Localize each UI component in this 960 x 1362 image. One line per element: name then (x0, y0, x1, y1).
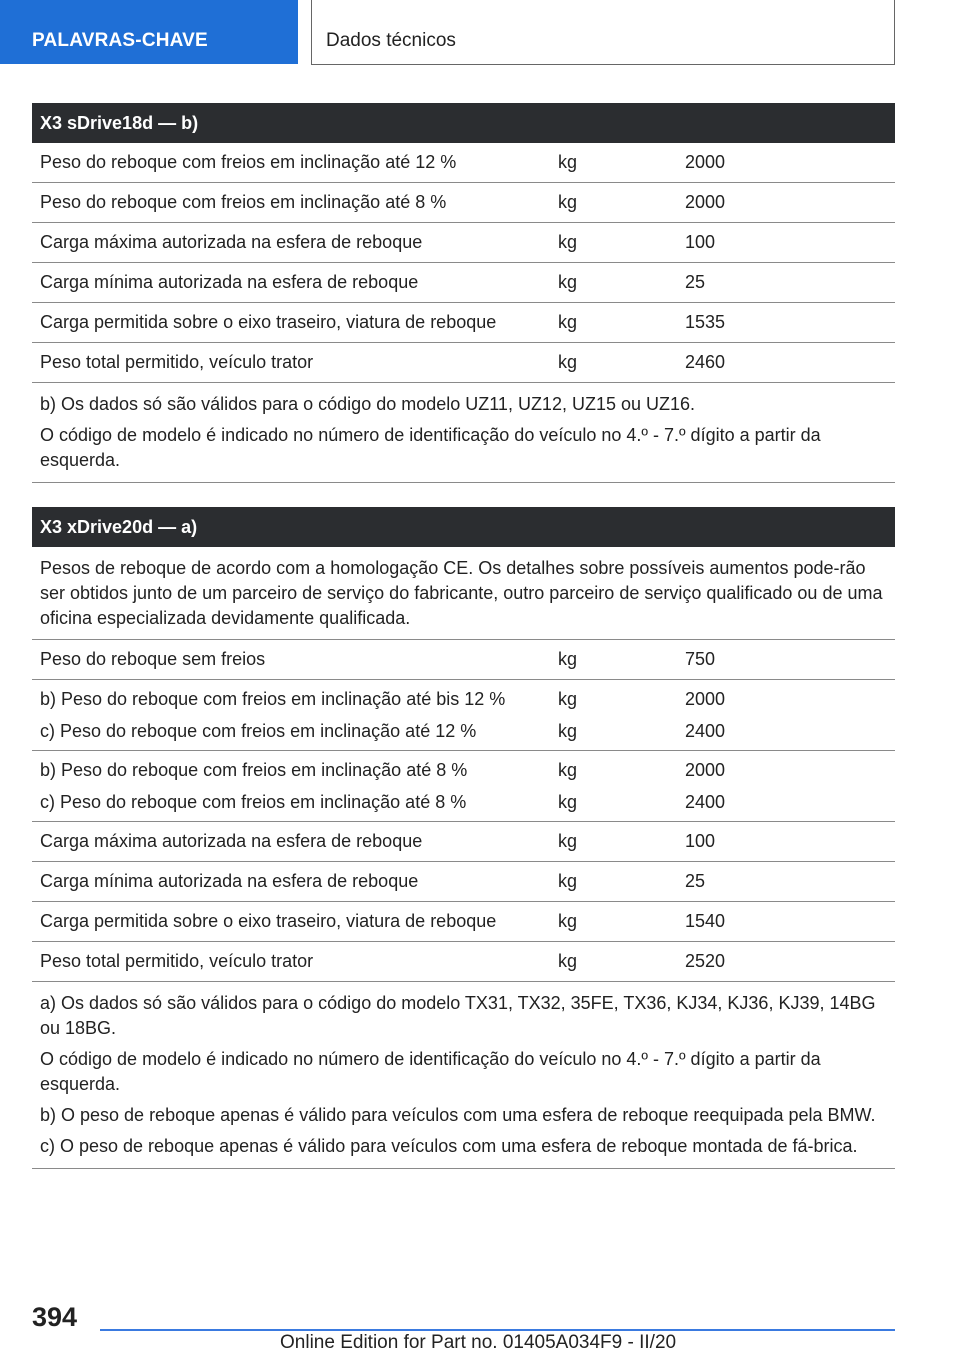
table-row (32, 751, 895, 822)
row-line (40, 786, 895, 818)
row-value: 100 (685, 831, 716, 851)
footnote: c) O peso de reboque apenas é válido para veículos com uma esfera de reboque montada de fá-brica. (40, 1136, 858, 1156)
table-row (32, 263, 895, 303)
row-label: Carga permitida sobre o eixo traseiro, viatura de reboque (40, 911, 497, 931)
row-value: 25 (685, 272, 706, 292)
row-line (40, 683, 895, 715)
row-label: c) Peso do reboque com freios em inclinação até 12 % (40, 720, 477, 741)
footnote: b) Os dados só são válidos para o código do modelo UZ11, UZ12, UZ15 ou UZ16. (40, 394, 696, 414)
footnote: b) O peso de reboque apenas é válido para veículos com uma esfera de reboque reequipada pela BMW. (40, 1105, 876, 1125)
section-heading: X3 sDrive18d — b) (32, 103, 895, 143)
row-unit: kg (558, 831, 578, 851)
row-label: Peso do reboque com freios em inclinação até 8 % (40, 192, 447, 212)
table-row (32, 822, 895, 862)
row-value: 2460 (685, 352, 726, 372)
row-unit: kg (558, 232, 578, 252)
row-label: Peso do reboque sem freios (40, 649, 266, 669)
row-unit: kg (558, 911, 578, 931)
row-value: 1540 (685, 911, 726, 931)
row-value: 2520 (685, 951, 726, 971)
row-unit: kg (558, 352, 578, 372)
footnote-block (32, 982, 895, 1169)
table-row (32, 640, 895, 680)
row-unit: kg (558, 192, 578, 212)
row-label: b) Peso do reboque com freios em inclinação até bis 12 % (40, 688, 506, 709)
row-unit: kg (558, 759, 578, 780)
table-row (32, 303, 895, 343)
row-line (40, 715, 895, 747)
row-unit: kg (558, 649, 578, 669)
row-label: Peso do reboque com freios em inclinação até 12 % (40, 152, 457, 172)
row-value: 2400 (685, 791, 726, 812)
table-row (32, 942, 895, 982)
section-x3-sdrive18d (32, 103, 895, 483)
table-row (32, 343, 895, 383)
footnote: a) Os dados só são válidos para o código do modelo TX31, TX32, 35FE, TX36, KJ34, KJ36, KJ39, 14BG ou 18BG. (40, 993, 876, 1038)
footnote: O código de modelo é indicado no número de identificação do veículo no 4.º - 7.º dígito a partir da esquerda. (40, 425, 821, 470)
row-line (40, 754, 895, 786)
row-value: 100 (685, 232, 716, 252)
row-unit: kg (558, 720, 578, 741)
row-value: 1535 (685, 312, 726, 332)
table-row (32, 902, 895, 942)
row-value: 2000 (685, 192, 726, 212)
table-row (32, 183, 895, 223)
table-row (32, 143, 895, 183)
table-row (32, 680, 895, 751)
footnote: O código de modelo é indicado no número de identificação do veículo no 4.º - 7.º dígito a partir da esquerda. (40, 1049, 821, 1094)
row-label: Carga permitida sobre o eixo traseiro, viatura de reboque (40, 312, 497, 332)
row-label: Peso total permitido, veículo trator (40, 951, 314, 971)
row-value: 2000 (685, 152, 726, 172)
table-row (32, 223, 895, 263)
row-label: Carga máxima autorizada na esfera de reboque (40, 232, 423, 252)
intro-paragraph: Pesos de reboque de acordo com a homologação CE. Os detalhes sobre possíveis aumentos pode-rão ser obtidos junto de um parceiro de serviço do fabricante, outro parceiro de serviço qualificado ou de uma oficina especializada devidamente qualificada. (40, 558, 883, 628)
row-unit: kg (558, 791, 578, 812)
chapter-title: Dados técnicos (311, 0, 895, 65)
row-value: 2400 (685, 720, 726, 741)
keywords-tab[interactable]: PALAVRAS-CHAVE (0, 0, 298, 64)
row-label: b) Peso do reboque com freios em inclinação até 8 % (40, 759, 468, 780)
row-value: 25 (685, 871, 706, 891)
row-unit: kg (558, 688, 578, 709)
row-unit: kg (558, 951, 578, 971)
row-value: 750 (685, 649, 716, 669)
footnote-block (32, 383, 895, 483)
row-label: Peso total permitido, veículo trator (40, 352, 314, 372)
row-label: Carga mínima autorizada na esfera de reboque (40, 272, 419, 292)
page-number: 394 (32, 1302, 78, 1332)
row-unit: kg (558, 871, 578, 891)
row-unit: kg (558, 272, 578, 292)
row-value: 2000 (685, 688, 726, 709)
row-label: c) Peso do reboque com freios em inclinação até 8 % (40, 791, 467, 812)
row-value: 2000 (685, 759, 726, 780)
section-x3-xdrive20d (32, 507, 895, 1169)
intro-text (32, 547, 895, 640)
row-unit: kg (558, 152, 578, 172)
section-heading: X3 xDrive20d — a) (32, 507, 895, 547)
table-row (32, 862, 895, 902)
row-label: Carga máxima autorizada na esfera de reboque (40, 831, 423, 851)
footer-divider (100, 1329, 895, 1331)
edition-footer: Online Edition for Part no. 01405A034F9 - II/20 (280, 1332, 677, 1353)
row-unit: kg (558, 312, 578, 332)
row-label: Carga mínima autorizada na esfera de reboque (40, 871, 419, 891)
